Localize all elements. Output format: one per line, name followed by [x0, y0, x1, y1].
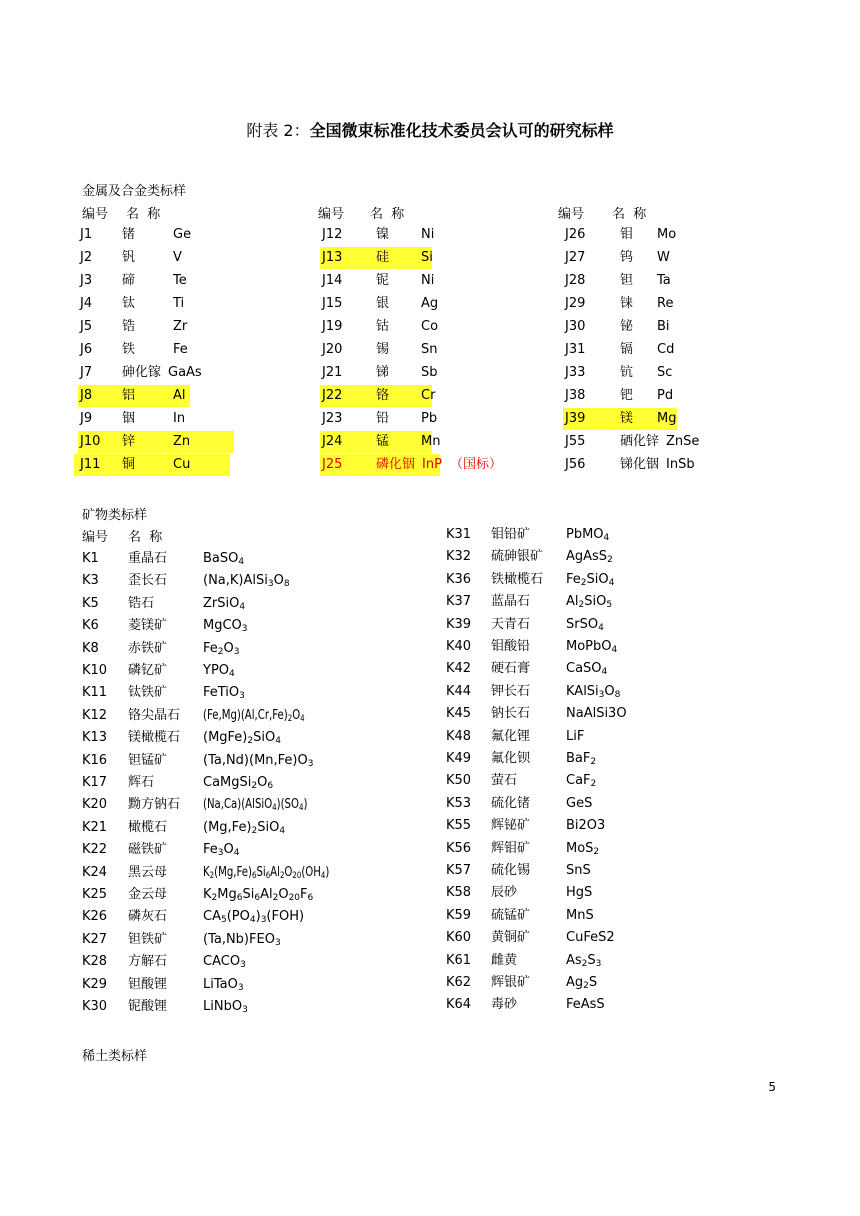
mineral-formula: $Fe_2SiO_4$ [566, 571, 615, 588]
metal-symbol: Ge [173, 227, 192, 242]
mineral-name: 硫化锡 [491, 863, 531, 878]
mineral-formula: MoS$_2$ [566, 840, 600, 857]
mineral-formula: PbMO$_4$ [566, 527, 610, 543]
mineral-name: 黑云母 [128, 864, 168, 880]
mineral-name: 菱镁矿 [128, 618, 168, 634]
mineral-name: 橄榄石 [128, 819, 168, 835]
mineral-row [0, 994, 860, 1016]
mineral-name: 钽铁矿 [128, 931, 168, 947]
metal-symbol: Co [421, 319, 439, 334]
mineral-name: 天青石 [491, 616, 531, 632]
mineral-row [0, 770, 860, 792]
mineral-row [0, 748, 860, 770]
metal-name: 铅 [376, 411, 390, 426]
metal-symbol: Bi [657, 319, 670, 334]
mineral-formula: AgAsS$_2$ [566, 549, 613, 566]
metal-name: 硅 [376, 250, 390, 265]
mineral-code: K10 [82, 663, 108, 678]
mineral-name: 磷钇矿 [128, 663, 168, 678]
metal-code: J8 [80, 388, 93, 403]
mineral-code: K48 [446, 728, 472, 744]
metal-code: J30 [565, 319, 586, 334]
page-title [0, 118, 860, 141]
metal-code: J6 [80, 342, 93, 357]
metal-row [0, 270, 860, 292]
mineral-code: K31 [446, 527, 472, 542]
metal-symbol: InSb [666, 457, 695, 472]
mineral-formula: MgCO$_3$ [203, 618, 248, 635]
metal-symbol: Cu [173, 457, 191, 472]
mineral-formula: Bi2O3 [566, 818, 606, 834]
mineral-name: 蓝晶石 [491, 594, 531, 610]
metal-code: J28 [565, 273, 586, 288]
mineral-code: K45 [446, 706, 472, 722]
mineral-name: 钽酸锂 [128, 976, 168, 992]
metal-code: J55 [565, 434, 586, 449]
mineral-row [0, 591, 860, 613]
mineral-name: 毒砂 [491, 997, 518, 1013]
mineral-formula: $CA_5(PO_4)_3(FOH)$ [203, 909, 305, 926]
mineral-code: K59 [446, 907, 472, 923]
mineral-code: K20 [82, 797, 108, 813]
metal-symbol: Mg [657, 411, 677, 426]
metal-name: 锆 [122, 319, 136, 334]
rare-earth-section-title: 稀土类标样 [82, 1049, 148, 1064]
mineral-code: K61 [446, 952, 472, 968]
mineral-code: K12 [82, 707, 108, 723]
metal-name: 铜 [122, 457, 136, 472]
metal-row [0, 339, 860, 361]
mineral-formula: $As_2S_3$ [566, 952, 602, 969]
mineral-name: 金云母 [128, 887, 168, 902]
mineral-code: K42 [446, 661, 472, 677]
header-name: 名 称 [612, 207, 647, 222]
mineral-code: K56 [446, 840, 472, 856]
mineral-name: 铌酸锂 [128, 999, 168, 1014]
metal-code: J25 [322, 457, 343, 472]
metal-code: J24 [322, 434, 343, 449]
metal-symbol: Ti [173, 296, 185, 311]
metal-name: 锰 [376, 434, 390, 449]
mineral-code: K32 [446, 549, 472, 565]
mineral-formula: SnS [566, 863, 591, 878]
metal-symbol: Fe [173, 342, 188, 357]
metal-name: 银 [376, 296, 390, 311]
metal-name: 钽 [620, 273, 634, 288]
mineral-row [0, 815, 860, 837]
mineral-name: 磷灰石 [128, 909, 168, 925]
mineral-formula: CaF$_2$ [566, 773, 597, 790]
metal-name: 铌 [376, 273, 390, 288]
metal-symbol: In [173, 411, 186, 426]
mineral-formula: $K_2Mg_6Si_6Al_2O_{20}F_6$ [203, 887, 314, 903]
mineral-name: 硬石膏 [491, 661, 531, 677]
metal-code: J7 [80, 365, 93, 380]
mineral-formula: $Fe_2O_3$ [203, 640, 240, 657]
mineral-name: 方解石 [128, 954, 168, 970]
mineral-formula: MnS [566, 907, 594, 923]
metal-symbol: Sc [657, 365, 673, 380]
mineral-row [0, 703, 860, 725]
mineral-code: K24 [82, 864, 108, 880]
metal-name: 镁 [620, 411, 634, 426]
metal-name: 钒 [122, 250, 136, 265]
mineral-code: K8 [82, 640, 99, 656]
mineral-code: K55 [446, 818, 472, 834]
mineral-name: 锆石 [128, 595, 155, 611]
metal-symbol: V [173, 250, 182, 265]
mineral-code: K39 [446, 616, 472, 632]
metal-row [0, 224, 860, 246]
mineral-row [0, 860, 860, 882]
metal-symbol: Pd [657, 388, 674, 403]
metal-code: J3 [80, 273, 93, 288]
mineral-code: K57 [446, 863, 472, 878]
metal-name: 锌 [122, 434, 136, 449]
mineral-formula: $(Ta,Nb)FEO_3$ [203, 931, 281, 948]
metal-symbol: Si [421, 250, 433, 265]
mineral-name: 硫砷银矿 [491, 549, 544, 565]
minerals-section-title: 矿物类标样 [82, 508, 148, 523]
mineral-code: K64 [446, 997, 472, 1013]
mineral-formula: $(Ta,Nd)(Mn,Fe)O_3$ [203, 752, 314, 769]
metal-name: 铝 [122, 388, 136, 403]
mineral-formula: BaSO$_4$ [203, 551, 245, 567]
mineral-code: K53 [446, 795, 472, 811]
metal-code: J23 [322, 411, 343, 426]
mineral-name: 辰砂 [491, 885, 518, 901]
mineral-name: 辉石 [128, 775, 155, 790]
mineral-code: K50 [446, 773, 472, 789]
metal-symbol: Mo [657, 227, 677, 242]
metals-header-col1 [82, 203, 160, 222]
metal-code: J56 [565, 457, 586, 472]
metal-name: 钯 [620, 388, 634, 403]
metal-code: J31 [565, 342, 586, 357]
mineral-code: K44 [446, 683, 472, 699]
metal-row [0, 431, 860, 453]
mineral-name: 磁铁矿 [128, 842, 168, 858]
metal-row [0, 362, 860, 384]
mineral-row [0, 927, 860, 949]
mineral-code: K16 [82, 752, 108, 768]
metal-symbol: Sb [421, 365, 438, 380]
metal-name: 钨 [620, 250, 634, 265]
metal-code: J13 [322, 250, 343, 265]
metal-name: 铋 [620, 319, 634, 334]
mineral-name: 铬尖晶石 [128, 707, 181, 723]
metal-name: 碲 [122, 273, 136, 288]
mineral-row [0, 524, 860, 546]
mineral-name: 钼酸铅 [491, 639, 531, 654]
header-code: 编号 [558, 207, 585, 222]
metals-header-col2 [318, 203, 404, 222]
metal-code: J39 [565, 411, 586, 426]
mineral-row [0, 905, 860, 927]
mineral-formula: NaAlSi3O [566, 706, 627, 722]
metal-symbol: Al [173, 388, 186, 403]
mineral-name: 赤铁矿 [128, 640, 168, 656]
metal-name: 砷化镓 [122, 365, 162, 380]
mineral-code: K25 [82, 887, 108, 902]
header-code: 编号 [82, 530, 109, 545]
mineral-name: 钼铅矿 [491, 527, 531, 542]
metal-symbol: Ta [657, 273, 671, 288]
mineral-formula: LiNbO$_3$ [203, 999, 248, 1015]
mineral-code: K6 [82, 618, 99, 634]
metal-code: J4 [80, 296, 93, 311]
mineral-formula: SrSO$_4$ [566, 616, 604, 633]
mineral-row [0, 681, 860, 703]
mineral-formula: HgS [566, 885, 593, 901]
metal-code: J2 [80, 250, 93, 265]
metal-name: 铬 [376, 388, 390, 403]
metal-symbol: Zn [173, 434, 191, 449]
mineral-row [0, 793, 860, 815]
mineral-row [0, 838, 860, 860]
mineral-code: K62 [446, 975, 472, 990]
mineral-name: 重晶石 [128, 551, 168, 566]
metal-symbol: Zr [173, 319, 188, 334]
mineral-formula: $CACO_3$ [203, 954, 246, 971]
mineral-formula: LiTaO$_3$ [203, 976, 244, 993]
metal-name: 硒化锌 [620, 434, 660, 449]
metal-symbol: ZnSe [666, 434, 700, 449]
metals-header-col3 [558, 203, 646, 222]
mineral-formula: FeAsS [566, 997, 605, 1013]
mineral-formula: ZrSiO$_4$ [203, 595, 246, 612]
mineral-formula: MoPbO$_4$ [566, 639, 618, 655]
mineral-code: K11 [82, 685, 108, 701]
mineral-formula: $(Mg,Fe)_2SiO_4$ [203, 819, 286, 836]
mineral-formula: GeS [566, 795, 593, 811]
metal-name: 锑化铟 [620, 457, 660, 472]
mineral-code: K37 [446, 594, 472, 610]
header-name: 名 称 [370, 207, 405, 222]
title-prefix: 附表 2： [246, 121, 310, 140]
mineral-row [0, 726, 860, 748]
mineral-formula: $KAlSi_3O_8$ [566, 683, 621, 700]
mineral-name: 氟化锂 [491, 728, 531, 744]
mineral-code: K3 [82, 573, 99, 589]
metal-code: J20 [322, 342, 343, 357]
mineral-formula: $CaMgSi_2O_6$ [203, 775, 274, 791]
mineral-code: K29 [82, 976, 108, 992]
header-code: 编号 [318, 207, 345, 222]
metal-name: 锑 [376, 365, 390, 380]
mineral-name: 黝方钠石 [128, 797, 181, 813]
mineral-code: K26 [82, 909, 108, 925]
mineral-formula: CaSO$_4$ [566, 661, 608, 678]
mineral-name: 萤石 [491, 773, 518, 789]
metal-name: 钴 [376, 319, 390, 334]
metal-code: J38 [565, 388, 586, 403]
metal-code: J9 [80, 411, 93, 426]
mineral-row [0, 636, 860, 658]
metal-code: J5 [80, 319, 93, 334]
mineral-formula: $(MgFe)_2SiO_4$ [203, 730, 281, 747]
metal-symbol: Re [657, 296, 674, 311]
header-code: 编号 [82, 207, 109, 222]
metal-symbol: Ni [421, 227, 435, 242]
mineral-name: 镁橄榄石 [128, 730, 181, 746]
header-name: 名 称 [128, 530, 163, 545]
mineral-name: 钠长石 [491, 706, 531, 722]
metal-symbol: Cr [421, 388, 436, 403]
metal-symbol: Ni [421, 273, 435, 288]
metal-name: 镉 [620, 342, 634, 357]
metal-code: J26 [565, 227, 586, 242]
mineral-name: 钾长石 [491, 683, 531, 699]
metal-row [0, 293, 860, 315]
metals-section-title: 金属及合金类标样 [82, 184, 187, 199]
mineral-formula: $Ag_2S$ [566, 975, 598, 991]
metal-symbol: Ag [421, 296, 439, 311]
mineral-code: K60 [446, 930, 472, 946]
metal-code: J14 [322, 273, 343, 288]
mineral-code: K21 [82, 819, 108, 835]
mineral-name: 歪长石 [128, 573, 168, 589]
mineral-formula: $YPO_4$ [203, 663, 235, 679]
metal-code: J12 [322, 227, 343, 242]
mineral-code: K27 [82, 931, 108, 947]
metal-row [0, 247, 860, 269]
mineral-row [0, 950, 860, 972]
metal-row [0, 454, 860, 476]
metal-symbol: Pb [421, 411, 438, 426]
metal-symbol: InP [422, 457, 442, 472]
mineral-code: K58 [446, 885, 472, 901]
mineral-name: 氟化钡 [491, 751, 531, 766]
mineral-code: K17 [82, 775, 108, 790]
mineral-formula: BaF$_2$ [566, 751, 597, 767]
metal-code: J21 [322, 365, 343, 380]
mineral-formula: LiF [566, 728, 585, 744]
mineral-code: K40 [446, 639, 472, 654]
header-name: 名 称 [126, 207, 161, 222]
mineral-formula: CuFeS2 [566, 930, 615, 946]
metal-name: 钼 [620, 227, 634, 242]
metal-symbol: Sn [421, 342, 438, 357]
mineral-row [0, 546, 860, 568]
metal-symbol: W [657, 250, 670, 265]
metal-symbol: GaAs [168, 365, 202, 380]
mineral-formula: $(Na,Ca)(AlSiO_4)(SO_4)$ [203, 797, 308, 814]
mineral-code: K5 [82, 595, 99, 611]
metal-name: 钛 [122, 296, 136, 311]
mineral-formula: $Fe_3O_4$ [203, 842, 240, 859]
metal-code: J29 [565, 296, 586, 311]
metal-name: 铟 [122, 411, 136, 426]
mineral-row [0, 658, 860, 680]
mineral-row [0, 569, 860, 591]
metal-name: 磷化铟 [376, 457, 416, 472]
mineral-name: 钽锰矿 [128, 752, 168, 768]
mineral-formula: $K_2(Mg,Fe)_6Si_6Al_2O_{20}(OH_4)$ [203, 864, 330, 881]
metal-row [0, 316, 860, 338]
metal-symbol: Te [173, 273, 187, 288]
metal-name: 钪 [620, 365, 634, 380]
mineral-code: K30 [82, 999, 108, 1014]
metal-symbol: Mn [421, 434, 441, 449]
mineral-code: K28 [82, 954, 108, 970]
metal-code: J11 [80, 457, 101, 472]
mineral-row [0, 614, 860, 636]
mineral-name: 辉钼矿 [491, 840, 531, 856]
metal-code: J22 [322, 388, 343, 403]
mineral-code: K49 [446, 751, 472, 766]
metal-symbol: Cd [657, 342, 675, 357]
metal-name: 锡 [376, 342, 390, 357]
mineral-code: K36 [446, 571, 472, 587]
metal-name: 镍 [376, 227, 390, 242]
title-main: 全国微束标准化技术委员会认可的研究标样 [309, 121, 614, 140]
mineral-name: 辉铋矿 [491, 818, 531, 834]
mineral-formula: $(Na,K)AlSi_3O_8$ [203, 573, 290, 590]
metal-name: 铼 [620, 296, 634, 311]
mineral-name: 黄铜矿 [491, 930, 531, 946]
metal-code: J33 [565, 365, 586, 380]
mineral-name: 硫化锗 [491, 795, 531, 811]
metal-row [0, 408, 860, 430]
mineral-row [0, 882, 860, 904]
metal-row [0, 385, 860, 407]
mineral-formula: FeTiO$_3$ [203, 685, 245, 702]
mineral-formula: $Al_2SiO_5$ [566, 594, 613, 611]
mineral-formula: $(Fe,Mg)(Al,Cr,Fe)_2O_4$ [203, 707, 305, 724]
metal-code: J1 [80, 227, 93, 242]
mineral-code: K13 [82, 730, 108, 746]
mineral-name: 钛铁矿 [128, 685, 168, 701]
mineral-row [0, 972, 860, 994]
metal-name: 锗 [122, 227, 136, 242]
mineral-name: 雌黄 [491, 952, 518, 968]
mineral-code: K1 [82, 551, 99, 566]
metal-note: （国标） [450, 457, 503, 472]
metal-name: 铁 [122, 342, 136, 357]
mineral-name: 辉银矿 [491, 975, 531, 990]
metal-code: J10 [80, 434, 101, 449]
metal-code: J27 [565, 250, 586, 265]
mineral-name: 硫锰矿 [491, 907, 531, 923]
mineral-name: 铁橄榄石 [491, 571, 544, 587]
metal-code: J19 [322, 319, 343, 334]
mineral-code: K22 [82, 842, 108, 858]
metal-code: J15 [322, 296, 343, 311]
page-number: 5 [768, 1080, 776, 1094]
